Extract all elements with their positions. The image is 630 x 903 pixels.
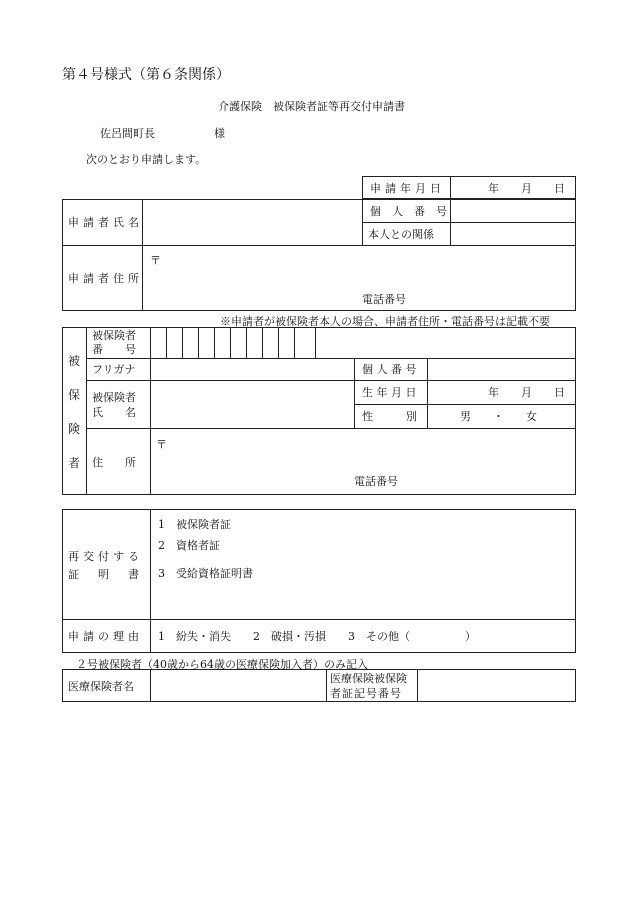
relation-field[interactable] [451,222,575,245]
applicant-name-field[interactable] [143,199,361,245]
date-label: 申請年月日 [370,181,445,195]
applicant-individual-number-field[interactable] [451,199,575,222]
birthdate-label: 生 年 月 日 [362,386,417,399]
insured-individual-number-field[interactable] [428,358,575,380]
medical-insurer-label: 医療保険者名 [68,679,134,693]
insured-postal-mark: 〒 [156,438,167,451]
intro-text: 次のとおり申請します。 [86,153,207,166]
addressee: 佐呂間町長 [100,127,155,140]
date-value[interactable]: 年 月 日 [488,181,565,195]
furigana-label: フリガナ [92,363,136,376]
side-char: 保 [67,387,80,402]
reissue-option-1[interactable]: 1 被保険者証 [158,518,231,531]
form-number: 第４号様式（第６条関係） [62,67,230,83]
form-title: 介護保険 被保険者証等再交付申請書 [218,100,405,113]
applicant-address-label: 申請者住所 [68,272,143,285]
insured-side-label [62,327,86,495]
applicant-individual-number-label: 個 人 番 号 [370,204,447,218]
side-char: 険 [67,421,80,436]
insured-name-field[interactable] [151,380,353,428]
relation-label: 本人との関係 [368,227,434,241]
furigana-field[interactable] [151,358,353,380]
insurance-symbol-field[interactable] [418,669,575,702]
medical-insurer-field[interactable] [151,669,325,702]
side-char: 者 [67,455,80,470]
insurance-symbol-label: 医療保険被保険 者証記号番号 [330,672,407,700]
sex-value[interactable]: 男 ・ 女 [460,410,537,423]
reissue-doc-label: 再交付する 証 明 書 [68,550,143,581]
insured-number-boxes[interactable] [150,327,316,358]
applicant-phone-label: 電話番号 [362,293,406,306]
honorific: 様 [214,127,225,140]
insured-name-label: 被保険者 氏 名 [92,391,136,419]
reissue-option-3[interactable]: 3 受給資格証明書 [158,567,253,580]
birthdate-value[interactable]: 年 月 日 [488,386,565,399]
insured-number-label: 被保険者 番 号 [92,329,136,356]
postal-mark: 〒 [150,254,161,267]
address-note: ※申請者が被保険者本人の場合、申請者住所・電話番号は記載不要 [220,315,550,328]
applicant-name-label: 申請者氏名 [68,216,143,229]
sex-label: 性 別 [362,410,417,423]
reason-label: 申請の理由 [68,630,143,643]
insured-phone-label: 電話番号 [354,475,398,488]
insured-individual-number-label: 個 人 番 号 [362,363,417,376]
reissue-option-2[interactable]: 2 資格者証 [158,539,220,552]
reason-options[interactable]: 1 紛失・消失 2 破損・汚損 3 その他（ ） [158,630,476,643]
type2-note: ２号被保険者（40歳から64歳の医療保険加入者）のみ記入 [76,658,368,671]
insured-address-label: 住 所 [92,455,136,469]
side-char: 被 [67,353,80,368]
